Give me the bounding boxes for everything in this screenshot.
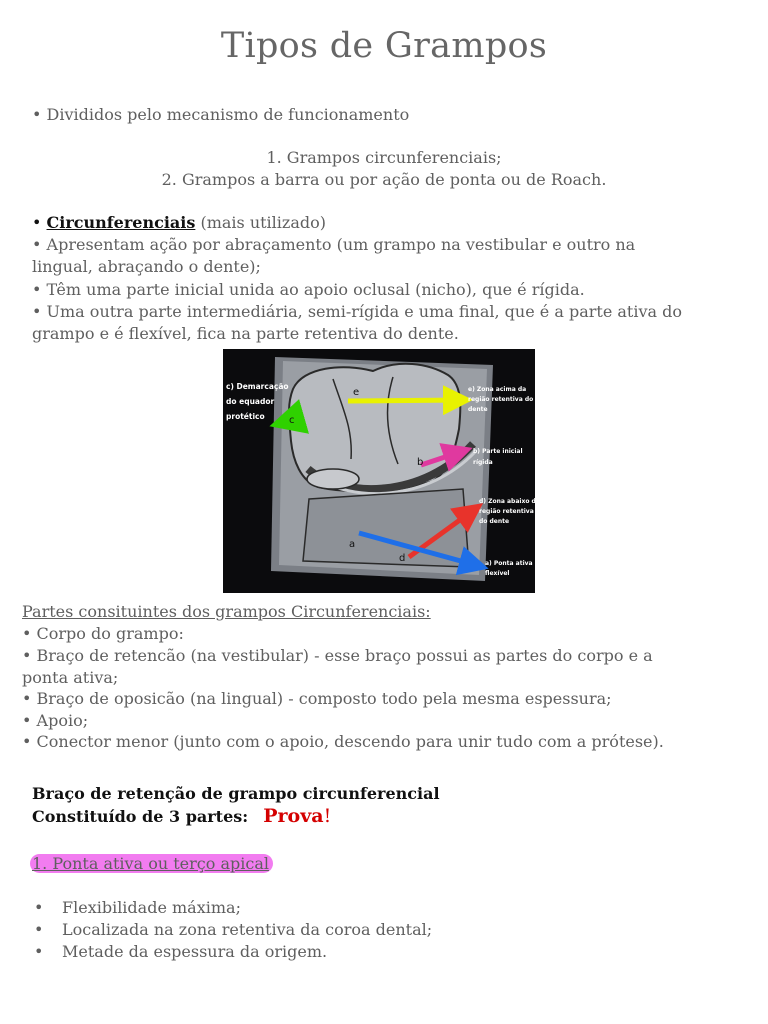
letter-b: b [417,457,424,468]
circ-line-3: • Têm uma parte inicial unida ao apoio oclusal (nicho), que é rígida. [32,280,585,299]
type-item-1: 1. Grampos circunferenciais; [266,148,502,167]
prova-excl: ! [323,805,332,827]
letter-e: e [353,387,360,398]
section1-item-text: Localizada na zona retentiva da coroa dental; [62,920,433,939]
circ-line-1: • Apresentam ação por abraçamento (um grampo na vestibular e outro na [32,235,636,254]
retention-line-1: Braço de retenção de grampo circunferencial [32,784,440,803]
retention-line-2: Constituído de 3 partes: [32,807,249,826]
letter-c: c [289,415,295,426]
bullet-dot: • [34,898,44,917]
section1-item-3 [34,941,327,963]
label-a-2: flexível [485,570,510,577]
label-e-2: região retentiva do [468,396,534,403]
label-c-3: protético [226,412,265,421]
parts-line-2: • Braço de retencão (na vestibular) - esse braço possui as partes do corpo e a [22,646,653,665]
label-d-1: d) Zona abaixo da [479,498,535,505]
prova-label: Prova [263,805,324,827]
type-item-2: 2. Grampos a barra ou por ação de ponta ou de Roach. [161,170,607,189]
label-c-1: c) Demarcação [226,382,289,391]
section1-item-text: Metade da espessura da origem. [62,942,328,961]
parts-line-1: • Corpo do grampo: [22,624,184,643]
bullet-dot: • [34,920,44,939]
parts-line-4: • Braço de oposicão (na lingual) - composto todo pela mesma espessura; [22,689,612,708]
circ-line-4: • Uma outra parte intermediária, semi-rígida e uma final, que é a parte ativa do [32,302,682,321]
page-title: Tipos de Grampos [220,26,548,66]
label-d-2: região retentiva [479,508,534,515]
intro-text: • Divididos pelo mecanismo de funcionamento [32,105,410,124]
circ-heading: Circunferenciais [46,213,196,232]
bullet-dot: • [34,942,44,961]
label-d-3: do dente [479,518,510,525]
label-c-2: do equador [226,397,275,406]
section1-item-text: Flexibilidade máxima; [62,898,241,917]
label-e-3: dente [468,406,488,413]
label-b-2: rígida [473,459,493,466]
clasp-diagram-photo [223,349,535,593]
parts-line-5: • Apoio; [22,711,89,730]
section1-heading: 1. Ponta ativa ou terço apical [30,854,273,873]
circ-line-2: lingual, abraçando o dente); [32,257,261,276]
circ-line-5: grampo e é flexível, fica na parte retentiva do dente. [32,324,459,343]
label-e-1: e) Zona acima da [468,386,527,393]
section1-item-1 [34,897,241,919]
retention-line-2-row [32,805,331,828]
parts-line-6: • Conector menor (junto com o apoio, descendo para unir tudo com a prótese). [22,732,664,751]
section1-heading-row [30,853,273,875]
label-b-1: b) Parte inicial [473,448,523,455]
letter-d: d [399,553,406,564]
letter-a: a [349,539,356,550]
label-a-1: a) Ponta ativa [485,560,533,567]
circ-heading-line [32,212,326,234]
parts-line-3: ponta ativa; [22,668,119,687]
circ-bullet: • [32,213,47,232]
clasp-diagram-svg [223,349,535,593]
section1-item-2 [34,919,432,941]
circ-note: (mais utilizado) [195,213,326,232]
parts-heading: Partes consituintes dos grampos Circunferenciais: [22,602,431,621]
